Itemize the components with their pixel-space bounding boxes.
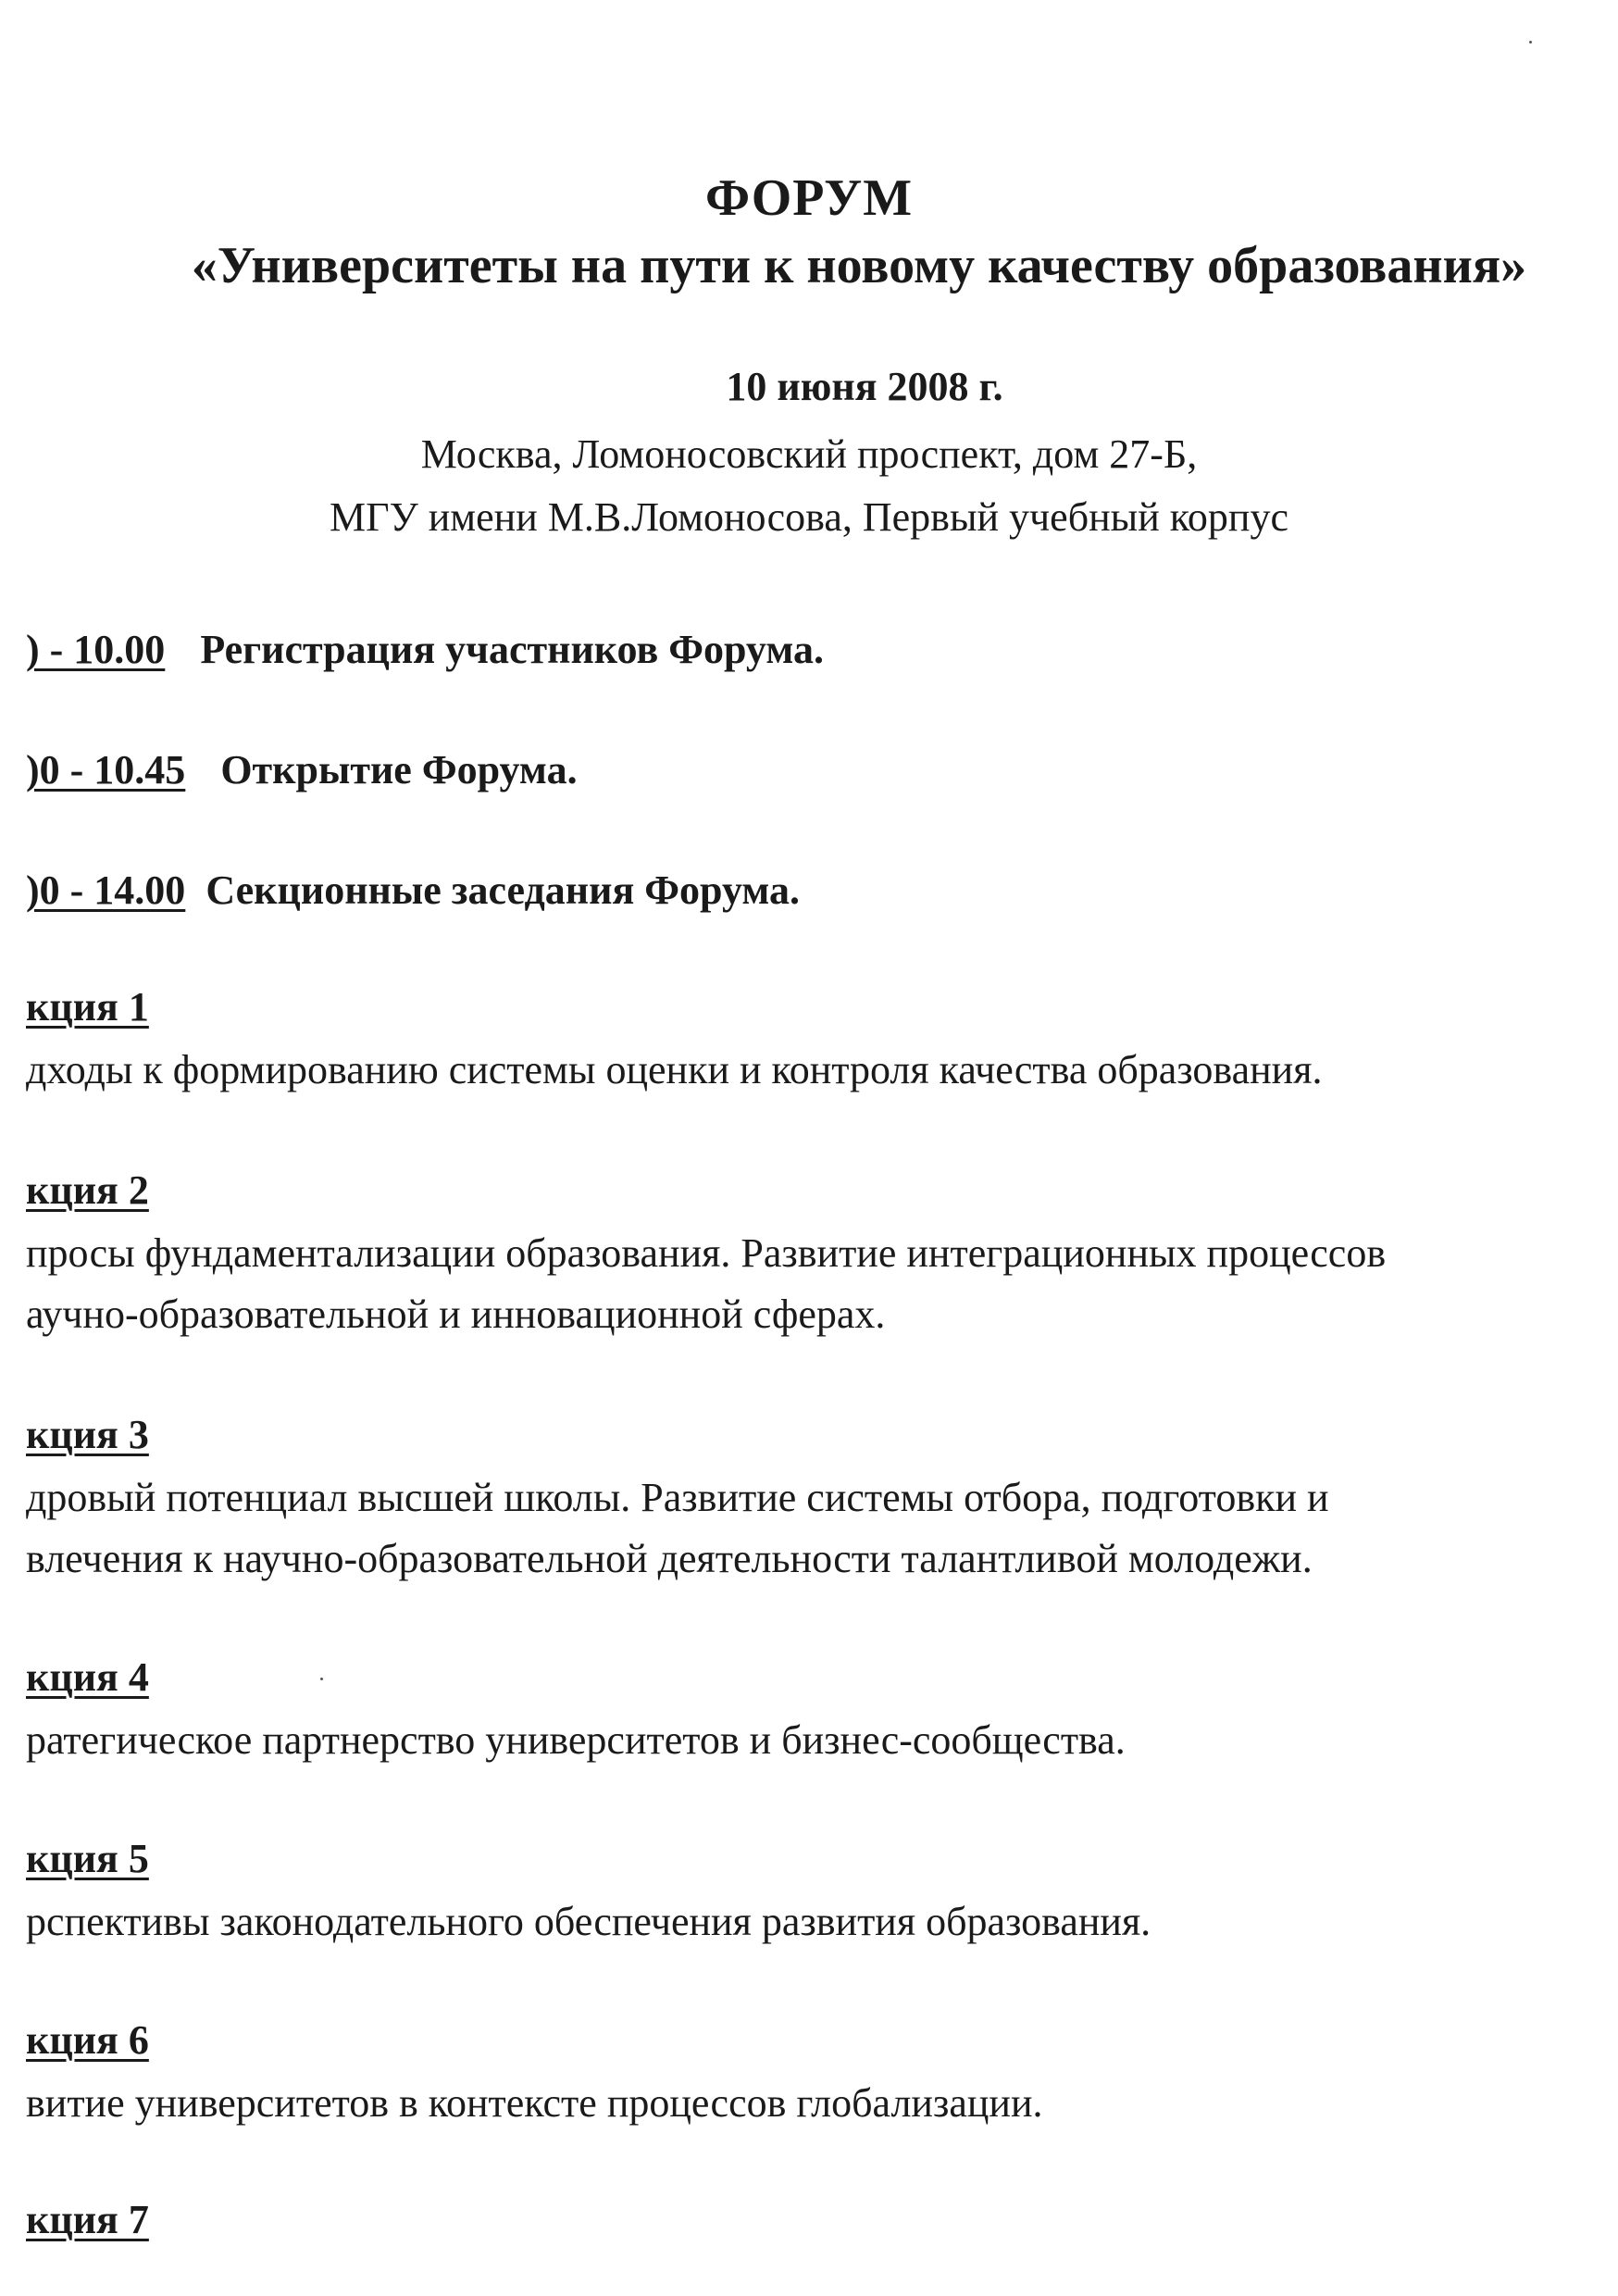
schedule-time: )0 - 10.45 [26, 747, 186, 792]
section-text: витие университетов в контексте процессов глобализации. [26, 2080, 1043, 2126]
schedule-title: Секционные заседания Форума. [205, 867, 801, 913]
address-line-1: Москва, Ломоносовский проспект, дом 27-Б, [420, 431, 1198, 477]
section-text: влечения к научно-образовательной деятельности талантливой молодежи. [26, 1536, 1313, 1581]
section-text: рспективы законодательного обеспечения развития образования. [26, 1899, 1151, 1944]
forum-subtitle: «Университеты на пути к новому качеству образования» [191, 237, 1527, 294]
section-text: просы фундаментализации образования. Развитие интеграционных процессов [26, 1230, 1387, 1276]
address-line-2: МГУ имени М.В.Ломоносова, Первый учебный корпус [330, 494, 1288, 540]
schedule-title: Открытие Форума. [220, 747, 578, 792]
section-heading: кция 3 [26, 1412, 149, 1457]
schedule-title: Регистрация участников Форума. [200, 627, 824, 672]
scan-speck [1529, 41, 1532, 44]
forum-date: 10 июня 2008 г. [726, 364, 1003, 409]
section-heading: кция 4 [26, 1654, 149, 1700]
schedule-time: )0 - 14.00 [26, 867, 186, 913]
section-text: дходы к формированию системы оценки и контроля качества образования. [26, 1047, 1323, 1092]
section-heading: кция 1 [26, 984, 149, 1029]
schedule-time: ) - 10.00 [26, 627, 166, 672]
schedule-item-opening [26, 746, 578, 793]
section-heading: кция 7 [26, 2197, 149, 2242]
forum-title: ФОРУМ [704, 169, 914, 227]
section-heading: кция 2 [26, 1167, 149, 1213]
section-text: дровый потенциал высшей школы. Развитие системы отбора, подготовки и [26, 1475, 1329, 1520]
section-heading: кция 5 [26, 1836, 149, 1881]
schedule-item-sections [26, 867, 800, 914]
section-heading: кция 6 [26, 2017, 149, 2063]
section-text: аучно-образовательной и инновационной сферах. [26, 1292, 886, 1337]
section-text: ратегическое партнерство университетов и бизнес-сообщества. [26, 1717, 1126, 1763]
schedule-item-registration [26, 626, 824, 673]
scan-speck [320, 1678, 323, 1680]
